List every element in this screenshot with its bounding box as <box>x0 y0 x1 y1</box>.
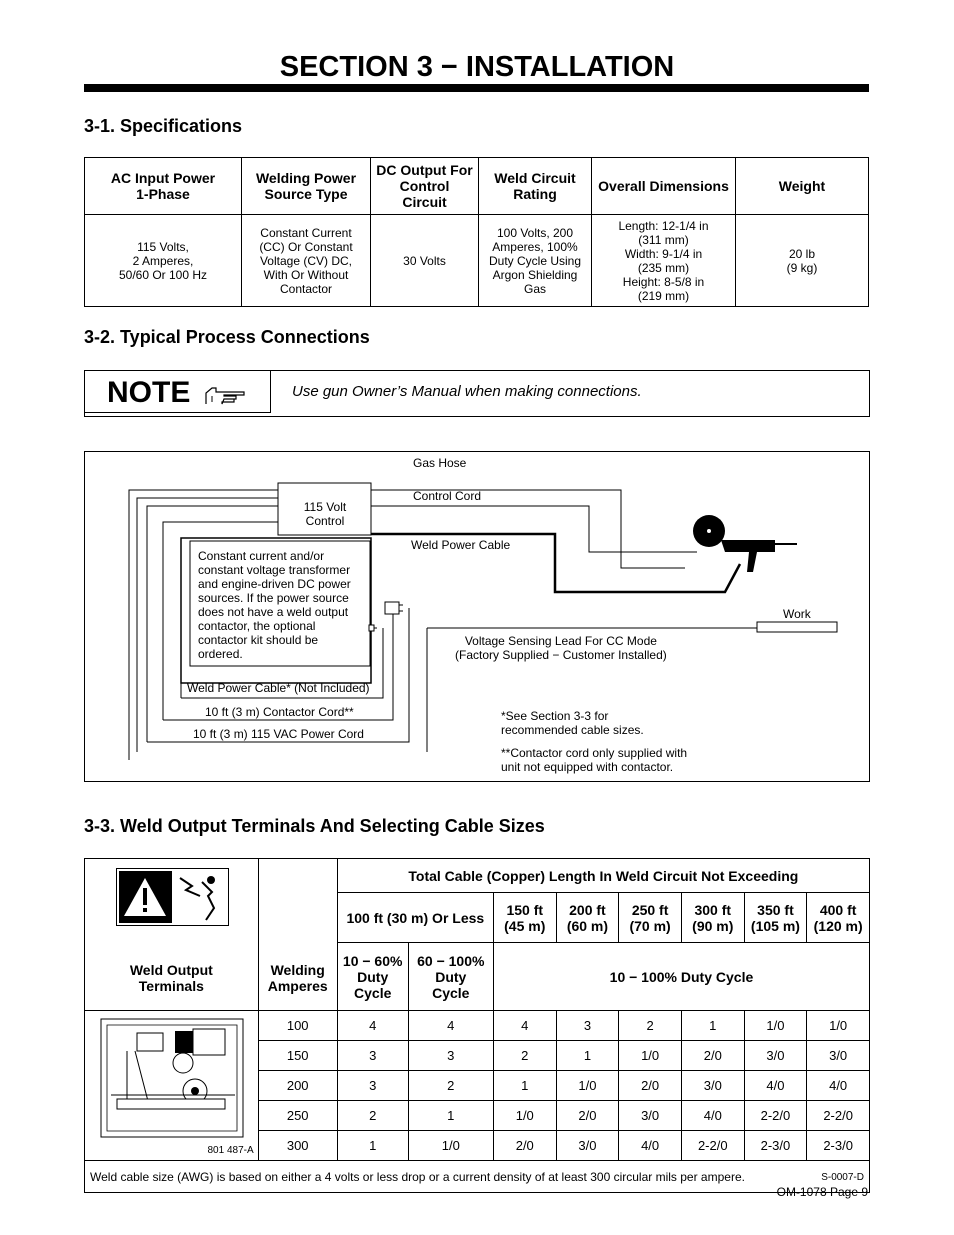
length-header: 200 ft (60 m) <box>556 893 619 943</box>
footnote-cable-sizes: *See Section 3-3 for recommended cable sizes. <box>501 709 644 737</box>
footnote-contactor-cord: **Contactor cord only supplied with unit not equipped with contactor. <box>501 746 688 774</box>
spec-header: Weld Circuit Rating <box>479 158 592 215</box>
specifications-table <box>84 157 869 307</box>
length-header: 400 ft (120 m) <box>807 893 870 943</box>
welding-gun-icon <box>693 515 797 572</box>
cell: 1 <box>408 1101 493 1131</box>
cell: 4 <box>408 1011 493 1041</box>
weld-output-terminals-header <box>85 859 259 1011</box>
electric-shock-warning-icon <box>116 868 229 926</box>
cell: 2/0 <box>681 1041 744 1071</box>
cell: 2 <box>408 1071 493 1101</box>
note-text: Use gun Owner’s Manual when making connections. <box>292 383 642 400</box>
welding-amperes-header: Welding Amperes <box>258 859 337 1011</box>
cable-footnote-cell <box>85 1161 870 1193</box>
power-source-description: Constant current and/or constant voltage transformer and engine-driven DC power sources. If the power source does not have a weld output contactor, the optional contactor kit should be ordered. <box>198 549 351 661</box>
cell: 3 <box>408 1041 493 1071</box>
process-connections-heading: 3-2. Typical Process Connections <box>84 327 370 347</box>
weld-output-terminals-illustration <box>97 1015 247 1151</box>
spec-cell: 100 Volts, 200 Amperes, 100% Duty Cycle Using Argon Shielding Gas <box>479 215 592 307</box>
cell: 1 <box>556 1041 619 1071</box>
cell: 150 <box>258 1041 337 1071</box>
cell: 1/0 <box>556 1071 619 1101</box>
cell: 2-2/0 <box>744 1101 807 1131</box>
spec-header: AC Input Power 1-Phase <box>85 158 242 215</box>
cell: 1 <box>493 1071 556 1101</box>
spec-cell: 20 lb (9 kg) <box>736 215 869 307</box>
note-label: NOTE <box>107 376 191 409</box>
cell: 250 <box>258 1101 337 1131</box>
spec-cell: Constant Current (CC) Or Constant Voltage (CV) DC, With Or Without Contactor <box>242 215 371 307</box>
cell: 4/0 <box>744 1071 807 1101</box>
cell: 200 <box>258 1071 337 1101</box>
length-header: 250 ft (70 m) <box>619 893 682 943</box>
pointing-hand-icon <box>204 384 248 406</box>
specifications-heading: 3-1. Specifications <box>84 116 243 136</box>
spec-header: Weight <box>736 158 869 215</box>
cell: 2-3/0 <box>744 1131 807 1161</box>
spec-cell: 30 Volts <box>371 215 479 307</box>
cell: 2/0 <box>619 1071 682 1101</box>
cable-footnote: Weld cable size (AWG) is based on either a 4 volts or less drop or a current density of at least 300 circular mils per ampere. <box>90 1169 745 1184</box>
total-cable-length-header: Total Cable (Copper) Length In Weld Circuit Not Exceeding <box>337 859 869 893</box>
work-label: Work <box>783 607 811 621</box>
length-header: 300 ft (90 m) <box>681 893 744 943</box>
cell: 2/0 <box>556 1101 619 1131</box>
control-box-label: 115 Volt Control <box>303 500 347 528</box>
duty-cycle-all-header: 10 − 100% Duty Cycle <box>493 943 869 1011</box>
length-100-header: 100 ft (30 m) Or Less <box>337 893 493 943</box>
contactor-cord-label: 10 ft (3 m) Contactor Cord** <box>205 705 354 719</box>
terminals-illustration-cell <box>85 1011 259 1161</box>
duty-cycle-b-header: 60 − 100% Duty Cycle <box>408 943 493 1011</box>
cell: 2 <box>493 1041 556 1071</box>
cell: 2-2/0 <box>807 1101 870 1131</box>
length-header: 150 ft (45 m) <box>493 893 556 943</box>
page-number: OM-1078 Page 9 <box>776 1185 868 1199</box>
weld-power-cable-not-included-label: Weld Power Cable* (Not Included) <box>187 681 370 695</box>
weld-output-heading: 3-3. Weld Output Terminals And Selecting Cable Sizes <box>84 816 545 836</box>
length-header: 350 ft (105 m) <box>744 893 807 943</box>
cell: 2 <box>619 1011 682 1041</box>
cell: 1/0 <box>744 1011 807 1041</box>
cell: 100 <box>258 1011 337 1041</box>
cell: 2-2/0 <box>681 1131 744 1161</box>
cell: 1/0 <box>619 1041 682 1071</box>
cell: 3 <box>556 1011 619 1041</box>
cell: 3/0 <box>556 1131 619 1161</box>
spec-header: DC Output For Control Circuit <box>371 158 479 215</box>
gas-hose-label: Gas Hose <box>413 456 467 470</box>
illustration-reference: 801 487-A <box>207 1145 254 1156</box>
cell: 2/0 <box>493 1131 556 1161</box>
cell: 2 <box>337 1101 408 1131</box>
spec-cell: Length: 12-1/4 in (311 mm) Width: 9-1/4 in (235 mm) Height: 8-5/8 in (219 mm) <box>592 215 736 307</box>
title-rule <box>84 84 869 92</box>
cell: 3/0 <box>619 1101 682 1131</box>
note-label-box <box>84 370 271 413</box>
spec-header: Welding Power Source Type <box>242 158 371 215</box>
control-cord-label: Control Cord <box>413 489 482 503</box>
cell: 3/0 <box>744 1041 807 1071</box>
cell: 1 <box>337 1131 408 1161</box>
cell: 1/0 <box>493 1101 556 1131</box>
voltage-sensing-label: Voltage Sensing Lead For CC Mode (Factory Supplied − Customer Installed) <box>455 634 667 662</box>
spec-header: Overall Dimensions <box>592 158 736 215</box>
table-row <box>85 1011 870 1041</box>
cable-footnote-reference: S-0007-D <box>821 1171 864 1183</box>
cell: 3/0 <box>681 1071 744 1101</box>
connection-diagram <box>84 451 870 782</box>
duty-cycle-a-header: 10 − 60% Duty Cycle <box>337 943 408 1011</box>
cell: 3/0 <box>807 1041 870 1071</box>
power-cord-label: 10 ft (3 m) 115 VAC Power Cord <box>193 727 364 741</box>
cell: 4/0 <box>619 1131 682 1161</box>
weld-power-cable-label: Weld Power Cable <box>411 538 511 552</box>
cell: 1/0 <box>807 1011 870 1041</box>
cell: 1 <box>681 1011 744 1041</box>
section-title: SECTION 3 − INSTALLATION <box>279 51 675 83</box>
cell: 4 <box>337 1011 408 1041</box>
cell: 300 <box>258 1131 337 1161</box>
cable-size-table <box>84 858 870 1193</box>
cell: 4/0 <box>681 1101 744 1131</box>
cell: 4/0 <box>807 1071 870 1101</box>
weld-output-terminals-label: Weld Output Terminals <box>129 962 213 994</box>
spec-cell: 115 Volts, 2 Amperes, 50/60 Or 100 Hz <box>85 215 242 307</box>
cell: 4 <box>493 1011 556 1041</box>
cell: 3 <box>337 1041 408 1071</box>
cell: 3 <box>337 1071 408 1101</box>
cell: 1/0 <box>408 1131 493 1161</box>
cell: 2-3/0 <box>807 1131 870 1161</box>
